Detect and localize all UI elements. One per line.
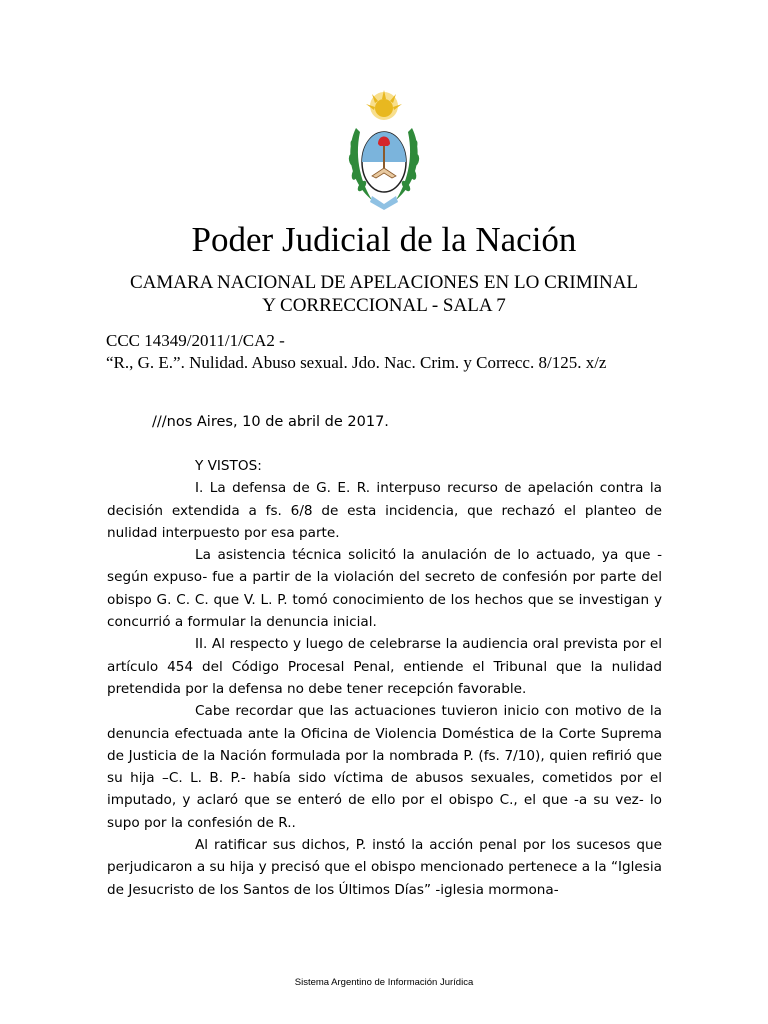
court-name [60,271,708,317]
court-line-2: Y CORRECCIONAL - SALA 7 [262,295,506,316]
ribbon-icon [370,196,398,210]
body-paragraph: I. La defensa de G. E. R. interpuso recurso de apelación contra la decisión extendida a fs. 6/8 de esta incidencia, que rechazó el planteo de nulidad interpuesto por esa parte. [107,480,662,541]
body-paragraph: Al ratificar sus dichos, P. instó la acción penal por los sucesos que perjudicaron a su hija y precisó que el obispo mencionado pertenece a la “Iglesia de Jesucristo de los Santos de los Últimos Días” -iglesia mormona- [107,837,662,898]
body-paragraph: II. Al respecto y luego de celebrarse la audiencia oral prevista por el artículo 454 del Código Procesal Penal, entiende el Tribunal que la nulidad pretendida por la defensa no debe tener recepción favorable. [107,636,662,697]
footer-source: Sistema Argentino de Información Jurídica [294,977,474,988]
vistos-heading: Y VISTOS: [195,458,262,474]
dateline: ///nos Aires, 10 de abril de 2017. [152,414,389,430]
case-caption: “R., G. E.”. Nulidad. Abuso sexual. Jdo. Nac. Crim. y Correcc. 8/125. x/z [106,353,607,372]
court-line-1: CAMARA NACIONAL DE APELACIONES EN LO CRIMINAL [129,272,639,293]
coat-of-arms-icon [342,88,426,214]
case-number: CCC 14349/2011/1/CA2 - [106,331,285,350]
document-body [107,455,662,901]
page-title: Poder Judicial de la Nación [191,220,577,259]
body-paragraph: La asistencia técnica solicitó la anulación de lo actuado, ya que -según expuso- fue a partir de la violación del secreto de confesión por parte del obispo G. C. C. que V. L. P. tomó conocimiento de los hechos que se investigan y concurrió a formular la denuncia inicial. [107,547,662,631]
sun-icon [366,90,402,120]
shield-icon [362,132,406,192]
case-reference [106,330,706,374]
body-paragraph: Cabe recordar que las actuaciones tuvieron inicio con motivo de la denuncia efectuada ante la Oficina de Violencia Doméstica de la Corte Suprema de Justicia de la Nación formulada por la nombrada P. (fs. 7/10), quien refirió que su hija –C. L. B. P.- había sido víctima de abusos sexuales, cometidos por el imputado, y aclaró que se enteró de ello por el obispo C., el que -a su vez- lo supo por la confesión de R.. [107,703,662,831]
